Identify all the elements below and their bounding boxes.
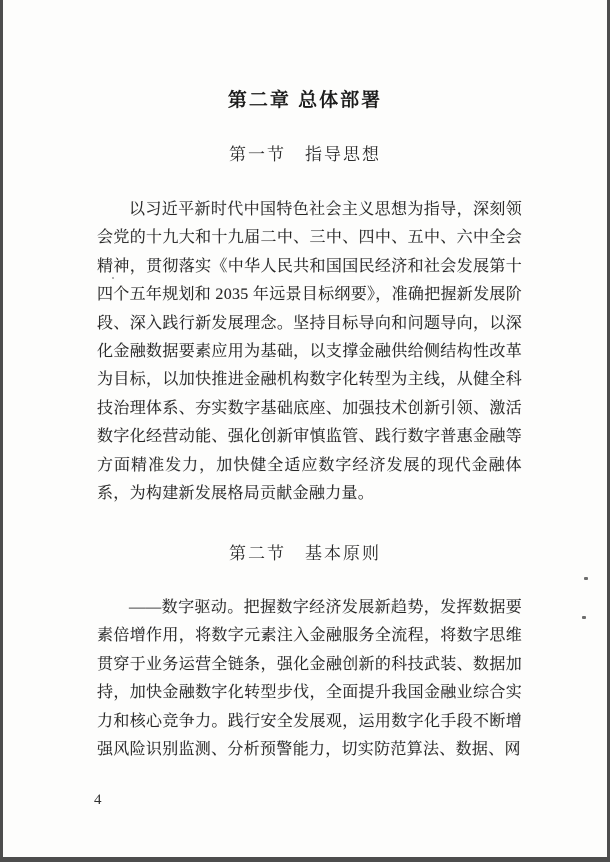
scan-border-bottom [0, 857, 610, 862]
scan-speck [584, 577, 588, 580]
paragraph-guiding-ideology: 以习近平新时代中国特色社会主义思想为指导，深刻领会党的十九大和十九届二中、三中、四中、五中、六中全会精神，贯彻落实《中华人民共和国国民经济和社会发展第十四个五年规划和 2035 年远景目标纲要》，准确把握新发展阶段、深入践行新发展理念。坚持目标导向和问题导向，以深化金融数据要素应用为基础，以支撑金融供给侧结构性改革为目标，以加快推进金融机构数字化转型为主线，从健全科技治理体系、夯实数字基础底座、加强技术创新引领、激活数字化经营动能、强化创新审慎监管、践行数字普惠金融等方面精准发力，加快健全适应数字经济发展的现代金融体系，为构建新发展格局贡献金融力量。 [97, 201, 523, 503]
page-number: 4 [94, 792, 102, 808]
chapter-heading: 第二章 总体部署 [227, 90, 383, 111]
section-heading-basic-principles: 第二节 基本原则 [229, 544, 381, 563]
scan-speck [112, 277, 114, 279]
scan-border-left [0, 0, 3, 862]
section-heading-guiding-ideology: 第一节 指导思想 [229, 145, 381, 164]
paragraph-basic-principles: ——数字驱动。把握数字经济发展新趋势，发挥数据要素倍增作用，将数字元素注入金融服务全流程，将数字思维贯穿于业务运营全链条，强化金融创新的科技武装、数据加持，加快金融数字化转型步伐，全面提升我国金融业综合实力和核心竞争力。践行安全发展观，运用数字化手段不断增强风险识别监测、分析预警能力，切实防范算法、数据、网 [97, 599, 522, 759]
scan-speck [582, 616, 586, 619]
